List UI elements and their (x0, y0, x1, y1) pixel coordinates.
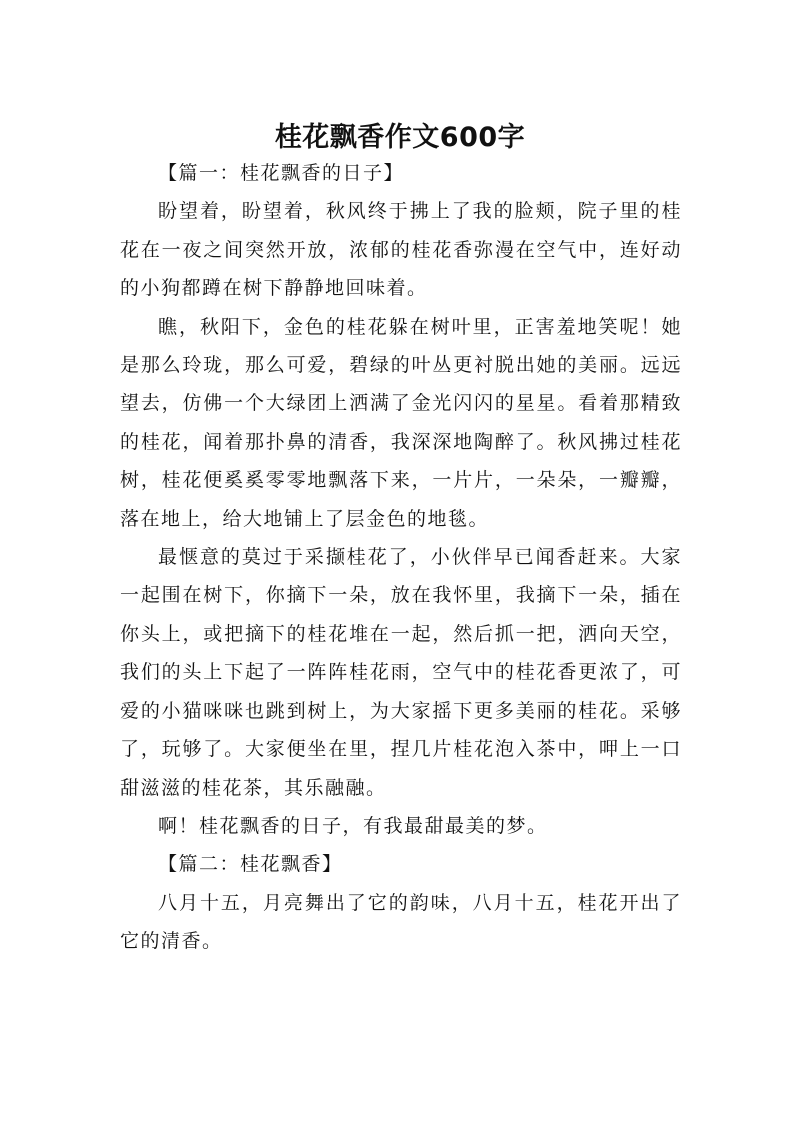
document-body (120, 154, 682, 961)
paragraph: 盼望着，盼望着，秋风终于拂上了我的脸颊，院子里的桂花在一夜之间突然开放，浓郁的桂花香弥漫在空气中，连好动的小狗都蹲在树下静静地回味着。 (120, 200, 682, 300)
section-heading-2: 【篇二：桂花飘香】 (158, 853, 343, 876)
section-heading-1: 【篇一：桂花飘香的日子】 (158, 162, 405, 184)
paragraph: 最惬意的莫过于采撷桂花了，小伙伴早已闻香赶来。大家一起围在树下，你摘下一朵，放在我怀里，我摘下一朵，插在你头上，或把摘下的桂花堆在一起，然后抓一把，洒向天空，我们的头上下起了一阵阵桂花雨，空气中的桂花香更浓了，可爱的小猫咪咪也跳到树上，为大家摇下更多美丽的桂花。采够了，玩够了。大家便坐在里，捏几片桂花泡入茶中，呷上一口甜滋滋的桂花茶，其乐融融。 (120, 546, 682, 799)
paragraph: 啊！桂花飘香的日子，有我最甜最美的梦。 (158, 814, 548, 837)
paragraph: 瞧，秋阳下，金色的桂花躲在树叶里，正害羞地笑呢！她是那么玲珑，那么可爱，碧绿的叶丛更衬脱出她的美丽。远远望去，仿佛一个大绿团上洒满了金光闪闪的星星。看着那精致的桂花，闻着那扑鼻的清香，我深深地陶醉了。秋风拂过桂花树，桂花便奚奚零零地飘落下来，一片片，一朵朵，一瓣瓣，落在地上，给大地铺上了层金色的地毯。 (120, 315, 682, 530)
document-title: 桂花飘香作文600字 (274, 122, 526, 154)
paragraph: 八月十五，月亮舞出了它的韵味，八月十五，桂花开出了它的清香。 (120, 891, 682, 953)
